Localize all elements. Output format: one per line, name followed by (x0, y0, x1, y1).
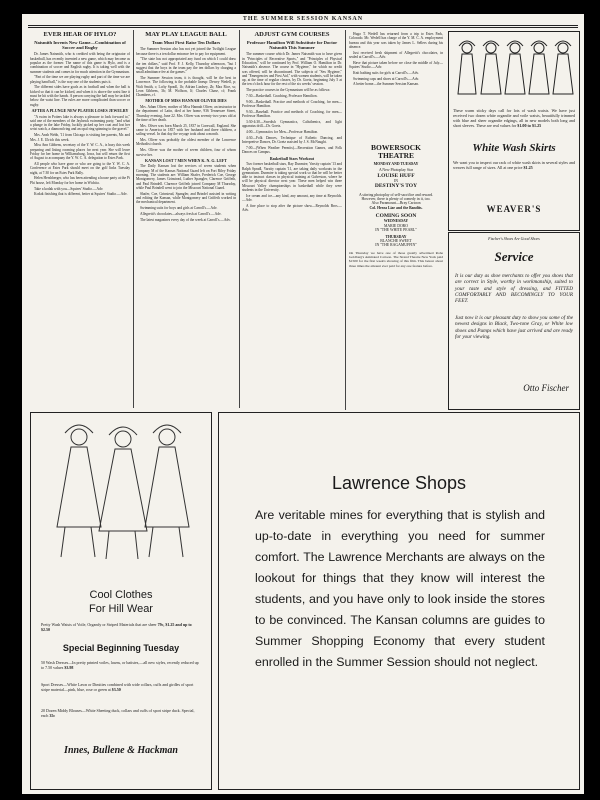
news-para: Miss Ann Gibbens, secretary of the Y. W. C. A., is busy this week preparing and listing rooming places for next year. She will leave Friday for her home in Williamsburg, Iowa, but will return the first of August to accompany the Y. W. C. A. delegation to Estes Park. (30, 143, 130, 161)
news-para: 7:00—(When Weather Permits)—Recreation Games, and Folk Dances on Campus. (242, 146, 342, 155)
news-para: The Summer Session team, it is thought, will be the best in Lawrence. The following is the probable lineup: Dewey Wedell, p; Walt Smith, c; Lofty Spradl, 1b; Adrian Lindsey, 2b; Max Rice, ss; Leon Gibbens, 3b; M. Wolfson, lf; Charles Chase, cf; Frank Chambers, rf. (136, 75, 236, 98)
news-para: The summer course which Dr. James Naismith was to have given in "Principles of Recreative Sports," and "Principles of Physical Education," will be continued by Prof. William O. Hamilton in Dr. Naismith's absence. The course in "Hygiene," for which no credit was offered, will be discontinued. The subjects of "Sex Hygiene," and "Emergencies and First Aid," with women students, will be taken up, at the time of regular classes, by Dr. Goetz, beginning July 5 at the ten o'clock hour for the rest of the six weeks' session. (242, 52, 342, 87)
cool-line-text: Pretty Wash Waists of Voile, Organdy or Striped Materials that are sheer (41, 622, 157, 627)
cool-title-2: For Hill Wear (89, 603, 153, 615)
theater-in: IN (393, 179, 398, 184)
column-rule (133, 30, 134, 408)
bowersock-ad (349, 144, 443, 408)
theater-pre: A New Photoplay Star (378, 168, 414, 173)
news-para: Mrs. Ansb Webb, '11 from Chicago is visiting her parents, Mr. and Mrs. J. E. Ulrich this week. (30, 133, 130, 142)
column-3 (242, 30, 342, 410)
basketball-heading: Basketball Stars Workout (269, 155, 315, 161)
cool-clothes-ad (30, 412, 212, 790)
column-rule (239, 30, 240, 408)
special-item-price: 35c (49, 712, 56, 718)
news-para: 4:00—Gymnastics for Men—Professor Hamilton. (246, 130, 319, 135)
weavers-ad (448, 31, 580, 231)
hylo-para: "Part of the time we are playing rugby and part of the time we are playing hand ball," is the way one of the students puts it. (30, 75, 130, 84)
page-header: THE SUMMER SESSION KANSAN (242, 16, 364, 22)
news-para: All people who have gone or who are going to the Y. W. C. A. Conference at Estes Park should meet on the golf links Tuesday night, at 7:30 for an Estes Park Rally. (30, 162, 130, 175)
special-item (41, 683, 201, 693)
theater-name-2: THEATRE (377, 151, 415, 160)
gym-heading: ADJUST GYM COURSES (254, 31, 330, 38)
hylo-para: The different sides have goals as in football and when the ball is kicked so that it can be kicked, and when it is above the waist line it must be hit with the hands. A person carrying the ball may be tackled below the waist line. The rules are more complicated than soccer or rugby. (30, 85, 130, 107)
cool-line-price: 79c, $1.25 and up to $2.50 (41, 622, 192, 632)
news-para: Allegretti's chocolates—always fresh at Carroll's.—Adv. (140, 211, 222, 216)
theater-thu-film: IN "THE RAGAMUFFIN" (375, 243, 417, 248)
news-para: Helen Hershberger, who has been attending a house party at the Pi Phi house, left Monday for her home in Wichita. (30, 176, 130, 185)
header-rule-2 (28, 27, 578, 28)
news-para: Mrs. Oliver was the mother of seven children, four of whom survive her. (136, 148, 236, 157)
special-title: Special Beginning Tuesday (62, 643, 180, 653)
news-para: A better home—the Summer Session Kansan. (353, 82, 419, 87)
news-para: Mrs. Oliver was probably the oldest member of the Lawrence Methodist church. (136, 138, 236, 147)
weavers-text-2: We want you to inspect our rack of white wash skirts in several styles and weaves full range of sizes. All at one price (453, 160, 575, 170)
lawrence-body: Are veritable mines for everything that is stylish and up-to-date in everything you need for summer comfort. The Lawrence Merchants are always on the lookout for things that they know will interest the students, and you have only to look inside the stores to be convinced. The Kansan columns are guides to Summer Shopping Economy that every student enrolled in the Summer Session should not neglect. (255, 508, 545, 669)
column-rule (345, 30, 346, 410)
league-heading: MAY PLAY LEAGUE BALL (145, 31, 227, 38)
theater-note: On Thursday we have one of those greatly advertised Robe Goldberg's Animated Cartoon. The Strand Theatre New York paid $1500 for the first week's showing of this film. This beiour about three times the amount ever paid for any one feature before. (349, 250, 443, 268)
column-4-notes (349, 32, 443, 137)
special-item-text: Sport Dresses—White Lawn or Dimities combined with wide collars, cuffs and girdles of sport stripe material—pink, blue, rose or green at (41, 682, 194, 692)
kansan-heading: KANSAN LOST 7 MEN WHEN K. N. G. LEFT (145, 157, 227, 163)
news-para: Two former basketball stars, Ray Dunmire, Varsity captain '13 and Ralph Spradl, Varsity captain '11, are taking daily workouts in the gymnasium. Dunmire is taking special work so that he will be better able to instruct classes in physical training at Galveston, where he will be physical director next year. These men helped win three Missouri Valley championships in basketball while they were students in the University. (242, 162, 342, 193)
ladies-illustration (453, 36, 575, 104)
special-item-price: $3.50 (111, 686, 121, 692)
theater-extra: Also Paramount—Bray Cartoon (371, 201, 421, 206)
news-para: The latest magazines every day of the week at Carroll's.—Adv. (140, 217, 231, 222)
news-para: "The state has not appropriated any fund on which I could draw the ten dollars," said Prof. F. J. Kelly, Thursday afternoon, "but I suggest that the boys in the team pay the ten dollars by charging a small admittance fee at the games." (136, 57, 236, 75)
theater-star: LOUISE HUFF (377, 172, 415, 179)
cool-line (41, 623, 201, 633)
theater-desc: A stirring photoplay of self-sacrifice and reward. (358, 192, 434, 197)
news-para: Have that picture taken before we close the middle of July—Squires' Studio.—Adv. (349, 60, 443, 70)
theater-wed-star: MARIE DORO (384, 223, 408, 228)
news-para: Swimming caps and shoes at Carroll's.—Adv. (353, 76, 419, 81)
theater-wed: WEDNESDAY (383, 219, 409, 224)
news-para: "A swim in Potters lake is always a pleasure to look forward to," said one of the members of the Jayhawk swimming party, "and what a plunge in the lake Friday, luckily picked up her coat and lost her wrist watch, a diamond ring and an opal ring spinning to the gravel." (30, 114, 130, 132)
theater-thu: THURSDAY (385, 234, 407, 239)
hylo-heading: EVER HEAR OF HYLO? (43, 31, 117, 38)
lawrence-title: Lawrence Shops (331, 473, 467, 493)
hylo-para: Dr. James Naismith, who is credited with being the originator of basketball, has recently invented a new game, which may become as popular as the former. The name of this game is Hylo, and is a combination of soccer and English rugby. It is taking well with the summer students and comes in for much attention in the Gymnasium. (30, 52, 130, 74)
theater-name: BOWERSOCK (370, 143, 421, 152)
lawrence-shops-ad (218, 412, 580, 790)
news-para: Mrs. Oliver was born March 25, 1837 in Cornwall, England. She came to America in 1857 with her husband and three children, a sailing vessel. In that day the voyage took about a month. (136, 123, 236, 137)
theater-film: DESTINY'S TOY (374, 183, 418, 190)
women-illustration (39, 419, 203, 569)
newspaper-page (22, 14, 584, 794)
fischer-ad (448, 232, 580, 410)
news-para: Ice cream and ice—any kind, any amount, any time at Reynolds.—Adv. (242, 193, 342, 203)
weavers-name: WEAVER'S (486, 204, 542, 214)
news-para: Kodak finishing that is different, better at Squires' Studio.—Adv. (34, 192, 128, 197)
news-para: 9:00—Basketball. Practice and methods of Coaching, for men—Professor Hamilton. (242, 99, 342, 109)
jewelry-heading: AFTER A PLUNGE NEW PLAYER LOSES JEWELRY (31, 107, 129, 113)
news-para: The Summer Session also has not yet joined the Twilight League because there is a ten dollar entrance fee to pay for equipment. (136, 47, 236, 56)
special-item-text: 20 Dozen Middy Blouses—White Sheeting duck, collars and cuffs of sport stripe duck. Special, each (41, 708, 195, 718)
weavers-body (453, 108, 575, 128)
theater-wed-film: IN "THE WHITE PEARL" (375, 228, 417, 233)
service-body: It is our duty as shoe merchants to offer you shoes that are correct in Style, worthy in workmanship, suited to your taste and style of dressing, and FITTED COMFORTABLY AND BECOMINGLY TO YOUR FEET. (455, 273, 573, 305)
weavers-skirts-title: White Wash Skirts (472, 142, 556, 154)
theater-extra-2: Col. Heeza Liar and the Bandits. (369, 205, 423, 210)
news-para: 4:30—Folk Dances, Technique of Esthetic Dancing, and Interpretive Dances, Dr. Goetz assisted by J. S. McNaught. (242, 135, 342, 145)
weavers-price-2: $1.25 (523, 165, 533, 170)
fischer-signature: Otto Fischer (523, 383, 569, 393)
news-para: The practice courses in the Gymnasium will be as follows: (246, 88, 331, 93)
innes-signature: Innes, Bullene & Hackman (64, 745, 178, 756)
news-para: Shafer, Coe, Grinstead, Spangler, and Brindel assisted in writing and editing the Kansan, while Montgomery and Griffeth worked in the mechanical department. (136, 191, 236, 205)
special-item-text: 50 Wash Dresses—In pretty printed voiles, lawns, or batistes,—all new styles, recently reduced up to 7.50 values (41, 660, 199, 670)
cool-title: Cool Clothes (89, 589, 153, 601)
weavers-text: These warm sticky days call for lots of wash waists. We have just received two dozen white organdie and voile waists, beautifully trimmed with blue and sheer organdie edgings, all in new models both long and short sleeves. These are real values for (453, 108, 575, 128)
news-para: Swimming suits for boys and girls at Carroll's.—Adv. (140, 206, 218, 211)
special-item (41, 661, 201, 671)
theater-coming: COMING SOON (375, 213, 417, 220)
news-para: A fine place to stop after the picture show—Reynolds Bros.—Adv. (242, 203, 342, 213)
news-para: Take a kodak with you—Squires' Studio.—Adv. (34, 186, 104, 191)
hylo-subheading: Naismith Invents New Game—Combination of Soccer and Rugby (34, 40, 126, 51)
fischer-tagline: Fischer's Shoes Are Good Shoes (488, 236, 540, 241)
news-para: Mrs. Adam Oliver, mother of Miss Hannah Oliver, an instructor in the department of Latin, died at her home, 936 Tennessee Street, Thursday evening, June 22. Mrs. Oliver was seventy-two years old at the time of her death. (136, 105, 236, 122)
column-2 (136, 30, 236, 410)
service-body-2: Just now it is our pleasant duty to show you some of the newest designs in Black, Two-tone Gray, or White low shoes and Pumps which have just arrived and are ready for your viewing. (455, 315, 573, 340)
column-1 (30, 30, 130, 410)
news-para: Knit bathing suits for girls at Carroll's.—Adv. (353, 70, 419, 75)
weavers-price: $1.00 to $1.25 (517, 123, 542, 128)
theater-desc-2: However, there is plenty of comedy in it, too. (361, 197, 431, 202)
news-para: Hugo T. Wedell has returned from a trip to Estes Park, Colorado. Mr. Wedell has charge of the Y. M. C. A. employment bureau and this year was taken by James L. Sellers during his absence. (349, 32, 443, 49)
news-para: 9:30—Baseball. Practice and methods of Coaching, for men—Professor Hamilton. (242, 109, 342, 119)
news-para: 7:30—Basketball. Coaching, Professor Hamilton. (246, 94, 318, 99)
gym-subheading: Professor Hamilton Will Substitute for Doctor Naismith This Summer (246, 40, 338, 51)
special-item (41, 709, 201, 719)
weavers-body-2 (453, 160, 575, 170)
special-item-price: $3.98 (64, 664, 74, 670)
service-title: Service (494, 249, 534, 264)
oliver-heading: MOTHER OF MISS HANNAH OLIVER DIES (145, 98, 227, 104)
theater-thu-star: BLANCHE SWEET (380, 239, 412, 244)
news-para: 3:30-4:30—Swedish Gymnastics, Calisthenics, and light apparatus drill—Dr. Goetz. (242, 120, 342, 129)
news-para: Just received fresh shipment of Allegretti's chocolates, in sealed at Carroll's.—Adv. (349, 50, 443, 59)
news-para: The Daily Kansan lost the services of seven students when Company M of the Kansas National Guard left on Fort Riley Friday morning. The students are: William Shafer, Frederick Coe, George Montgomery, James Grinstead, Luther Spangler, Clarence Griffeth, and Paul Brindell. Clarence Griffeth joined Company M Thursday, while Paul Brindell went to join the Missouri National Guard. (136, 164, 236, 190)
theater-when: MONDAY AND TUESDAY (373, 162, 419, 166)
header-rule (28, 25, 578, 26)
league-subheading: Team Must First Raise Ten Dollars (151, 40, 221, 45)
